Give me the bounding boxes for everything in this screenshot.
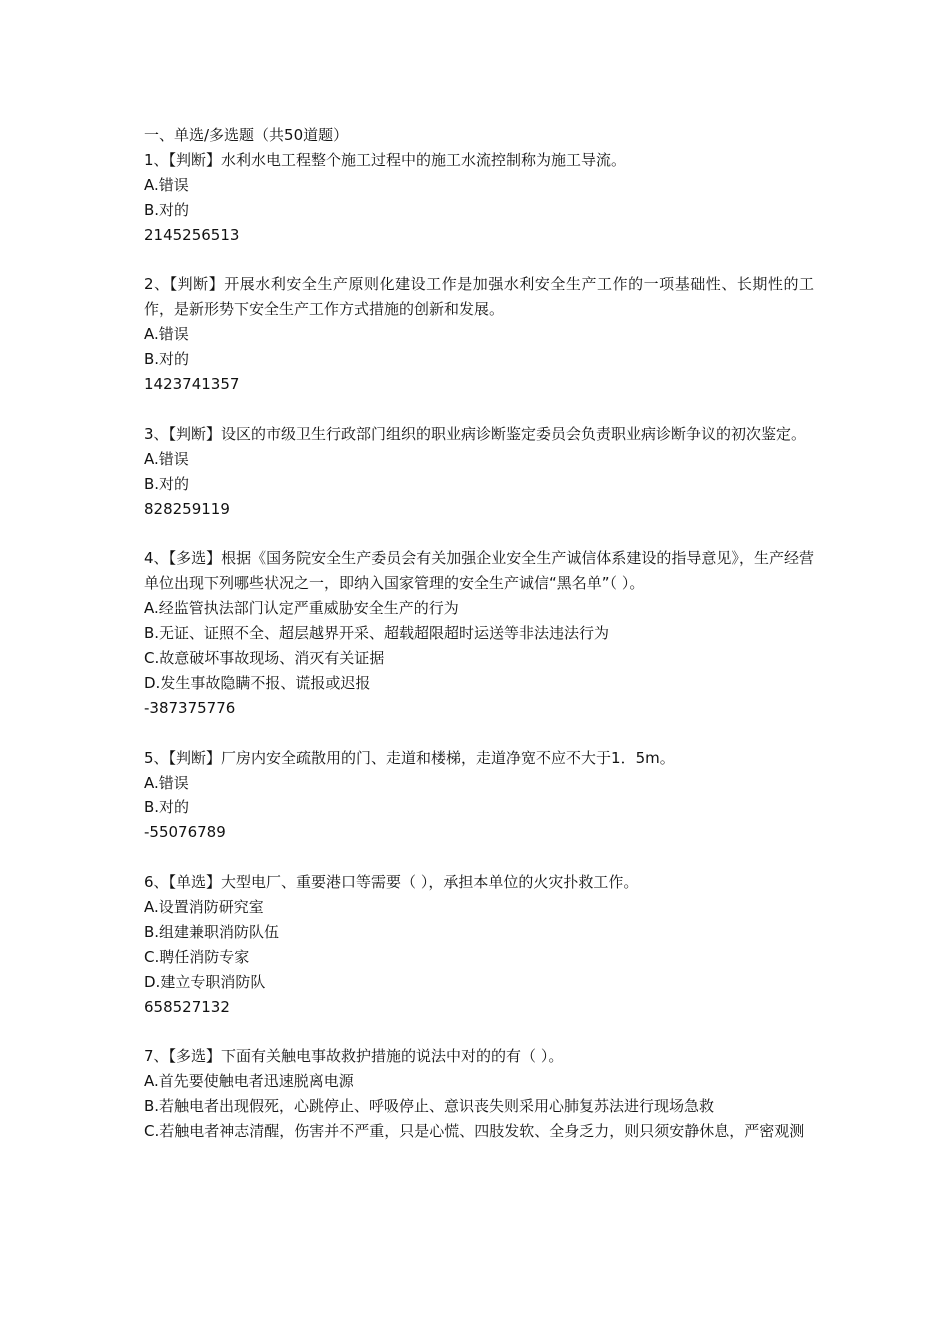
question-code: 2145256513	[144, 225, 240, 244]
question-option: B.无证、证照不全、超层越界开采、超载超限超时运送等非法违法行为	[144, 624, 610, 643]
question-option: B.对的	[144, 798, 190, 817]
question-stem: 6、【单选】大型电厂、重要港口等需要（ ），承担本单位的火灾扑救工作。	[144, 873, 639, 892]
question-option: D.建立专职消防队	[144, 972, 266, 991]
question-option: B.对的	[144, 200, 190, 219]
question-option: A.错误	[144, 325, 189, 344]
question-item	[144, 1044, 814, 1144]
question-stem: 7、【多选】下面有关触电事故救护措施的说法中对的的有（ ）。	[144, 1047, 564, 1066]
question-item	[144, 546, 814, 720]
question-code: 828259119	[144, 499, 230, 518]
question-option: B.组建兼职消防队伍	[144, 922, 280, 941]
question-item	[144, 422, 814, 522]
section-title: 一、单选/多选题（共50道题）	[144, 126, 349, 144]
question-code: -387375776	[144, 698, 236, 717]
question-code: 1423741357	[144, 375, 240, 394]
question-stem: 1、【判断】水利水电工程整个施工过程中的施工水流控制称为施工导流。	[144, 150, 627, 169]
question-option: A.错误	[144, 449, 189, 468]
question-code: -55076789	[144, 823, 226, 842]
question-option: B.对的	[144, 474, 190, 493]
question-option: B.对的	[144, 350, 190, 369]
question-option: A.经监管执法部门认定严重威胁安全生产的行为	[144, 599, 459, 618]
question-option: A.首先要使触电者迅速脱离电源	[144, 1072, 354, 1091]
question-option: B.若触电者出现假死，心跳停止、呼吸停止、意识丧失则采用心肺复苏法进行现场急救	[144, 1097, 715, 1116]
question-stem: 4、【多选】根据《国务院安全生产委员会有关加强企业安全生产诚信体系建设的指导意见》，生产经营单位出现下列哪些状况之一，即纳入国家管理的安全生产诚信“黑名单”（ ）。	[144, 549, 814, 593]
document-page	[144, 123, 814, 1169]
question-option: A.设置消防研究室	[144, 898, 264, 917]
question-stem: 3、【判断】设区的市级卫生行政部门组织的职业病诊断鉴定委员会负责职业病诊断争议的初次鉴定。	[144, 424, 807, 443]
question-stem: 5、【判断】厂房内安全疏散用的门、走道和楼梯，走道净宽不应不大于1．5m。	[144, 748, 675, 767]
question-stem: 2、【判断】开展水利安全生产原则化建设工作是加强水利安全生产工作的一项基础性、长期性的工作，是新形势下安全生产工作方式措施的创新和发展。	[144, 275, 814, 319]
question-item	[144, 746, 814, 846]
question-option: C.聘任消防专家	[144, 947, 250, 966]
question-option: C.故意破坏事故现场、消灭有关证据	[144, 648, 385, 667]
question-item	[144, 870, 814, 1019]
question-item	[144, 272, 814, 397]
question-option: A.错误	[144, 773, 189, 792]
question-option: D.发生事故隐瞒不报、谎报或迟报	[144, 673, 371, 692]
question-code: 658527132	[144, 997, 230, 1016]
question-option: C.若触电者神志清醒，伤害并不严重，只是心慌、四肢发软、全身乏力，则只须安静休息，严密观测	[144, 1122, 805, 1141]
question-option: A.错误	[144, 175, 189, 194]
question-item	[144, 148, 814, 248]
